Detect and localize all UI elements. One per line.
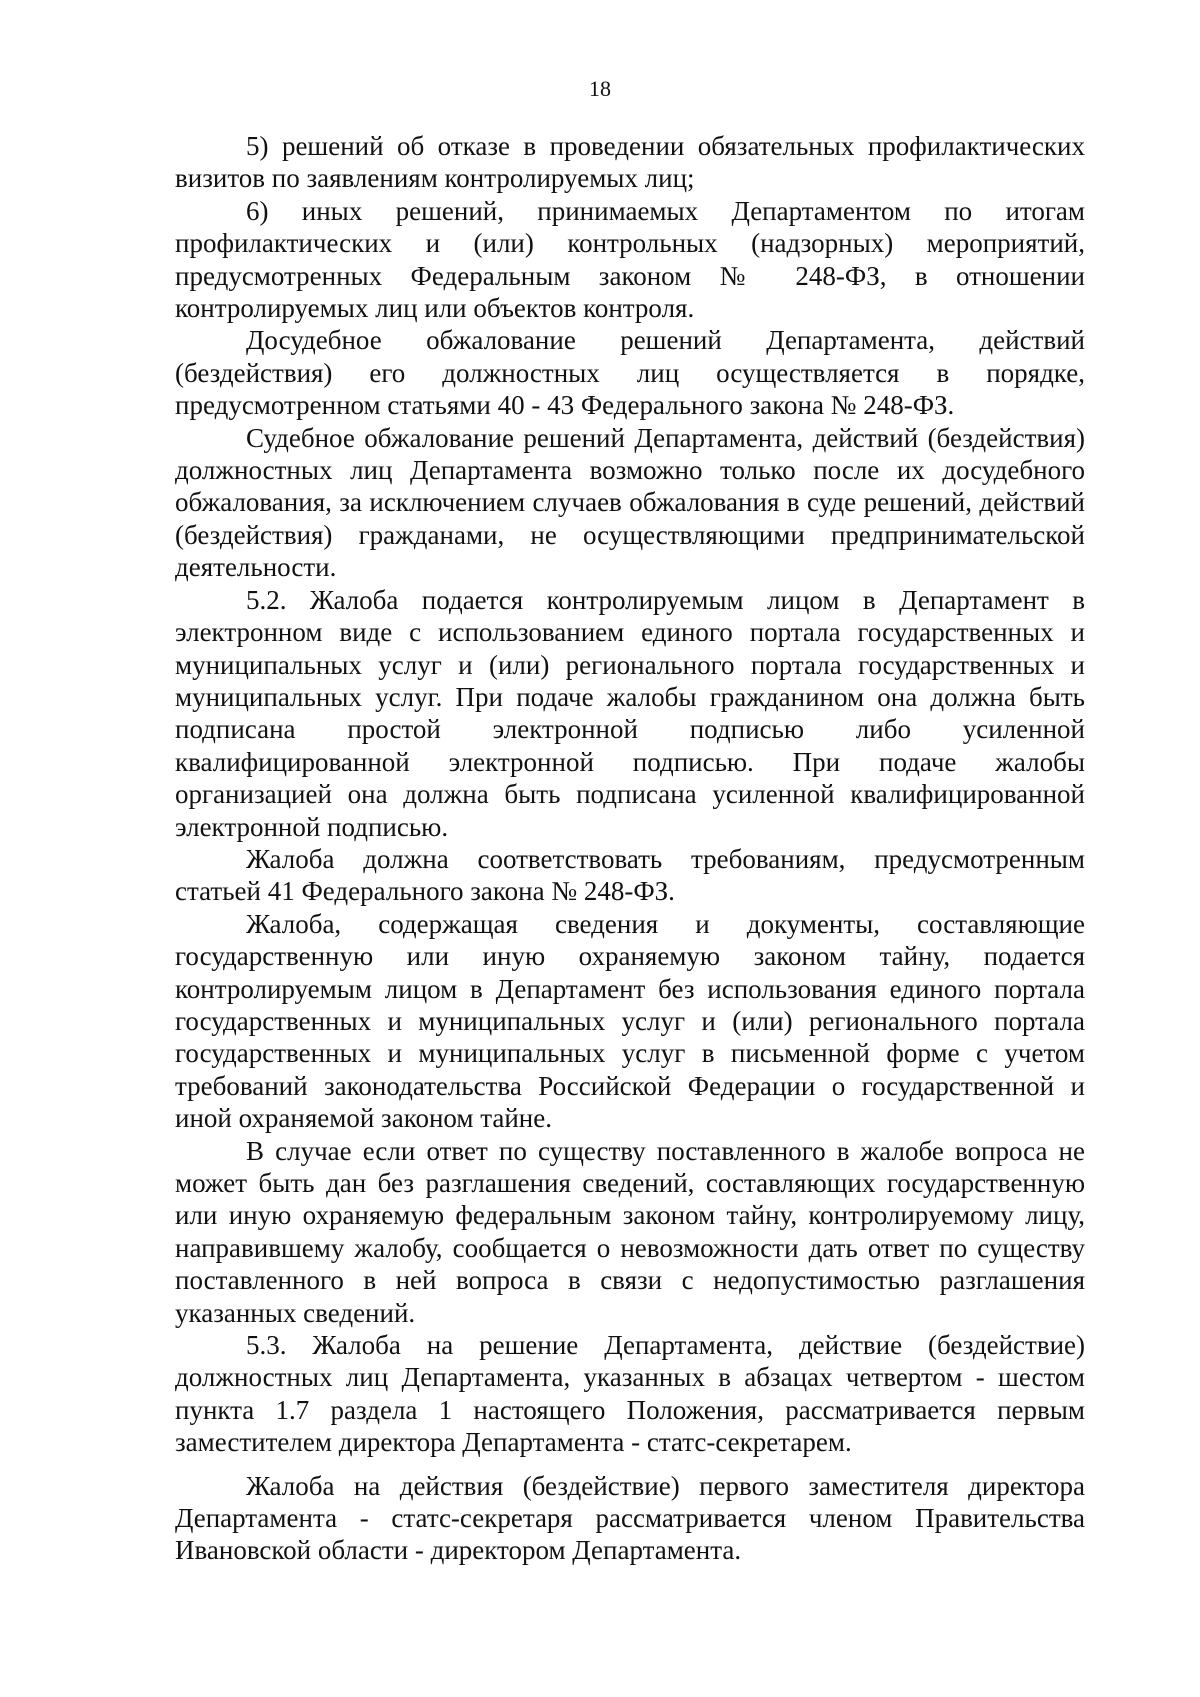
paragraph-classified-complaint: Жалоба, содержащая сведения и документы, составляющие государственную или иную охраняемую законом тайну, подается контролируемым лицом в Департамент без использования единого портала государственных и муниципальных услуг и (или) регионального портала государственных и муниципальных услуг в письменной форме с учетом требований законодательства Российской Федерации о государственной и иной охраняемой законом тайне. [175,908,1085,1134]
paragraph-complaint-requirements: Жалоба должна соответствовать требованиям, предусмотренным статьей 41 Федерального закона № 248-ФЗ. [175,843,1085,907]
paragraph-item-5: 5) решений об отказе в проведении обязательных профилактических визитов по заявлениям контролируемых лиц; [175,131,1085,194]
paragraph-disclosure-restriction: В случае если ответ по существу поставленного в жалобе вопроса не может быть дан без разглашения сведений, составляющих государственную или иную охраняемую федеральным законом тайну, контролируемому лицу, направившему жалобу, сообщается о невозможности дать ответ по существу поставленного в ней вопроса в связи с недопустимостью разглашения указанных сведений. [175,1135,1085,1328]
paragraph-judicial-appeal: Судебное обжалование решений Департамента, действий (бездействия) должностных лиц Департамента возможно только после их досудебного обжалования, за исключением случаев обжалования в суде решений, действий (бездействия) гражданами, не осуществляющими предпринимательской деятельности. [175,422,1085,583]
paragraph-pretrial-appeal: Досудебное обжалование решений Департамента, действий (бездействия) его должностных лиц осуществляется в порядке, предусмотренном статьями 40 - 43 Федерального закона № 248-ФЗ. [175,325,1085,421]
page-number: 18 [589,76,611,101]
paragraph-item-6: 6) иных решений, принимаемых Департаментом по итогам профилактических и (или) контрольных (надзорных) мероприятий, предусмотренных Федеральным законом № 248-ФЗ, в отношении контролируемых лиц или объектов контроля. [175,195,1085,324]
paragraph-deputy-complaint: Жалоба на действия (бездействие) первого заместителя директора Департамента - статс-секретаря рассматривается членом Правительства Ивановской области - директором Департамента. [175,1470,1085,1566]
paragraph-5-3-complaint-review: 5.3. Жалоба на решение Департамента, действие (бездействие) должностных лиц Департамента, указанных в абзацах четвертом - шестом пункта 1.7 раздела 1 настоящего Положения, рассматривается первым заместителем директора Департамента - статс-секретарем. [175,1330,1085,1458]
document-body [175,130,1085,1567]
paragraph-5-2-complaint-submission: 5.2. Жалоба подается контролируемым лицом в Департамент в электронном виде с использованием единого портала государственных и муниципальных услуг и (или) регионального портала государственных и муниципальных услуг. При подаче жалобы гражданином она должна быть подписана простой электронной подписью либо усиленной квалифицированной электронной подписью. При подаче жалобы организацией она должна быть подписана усиленной квалифицированной электронной подписью. [175,584,1085,842]
